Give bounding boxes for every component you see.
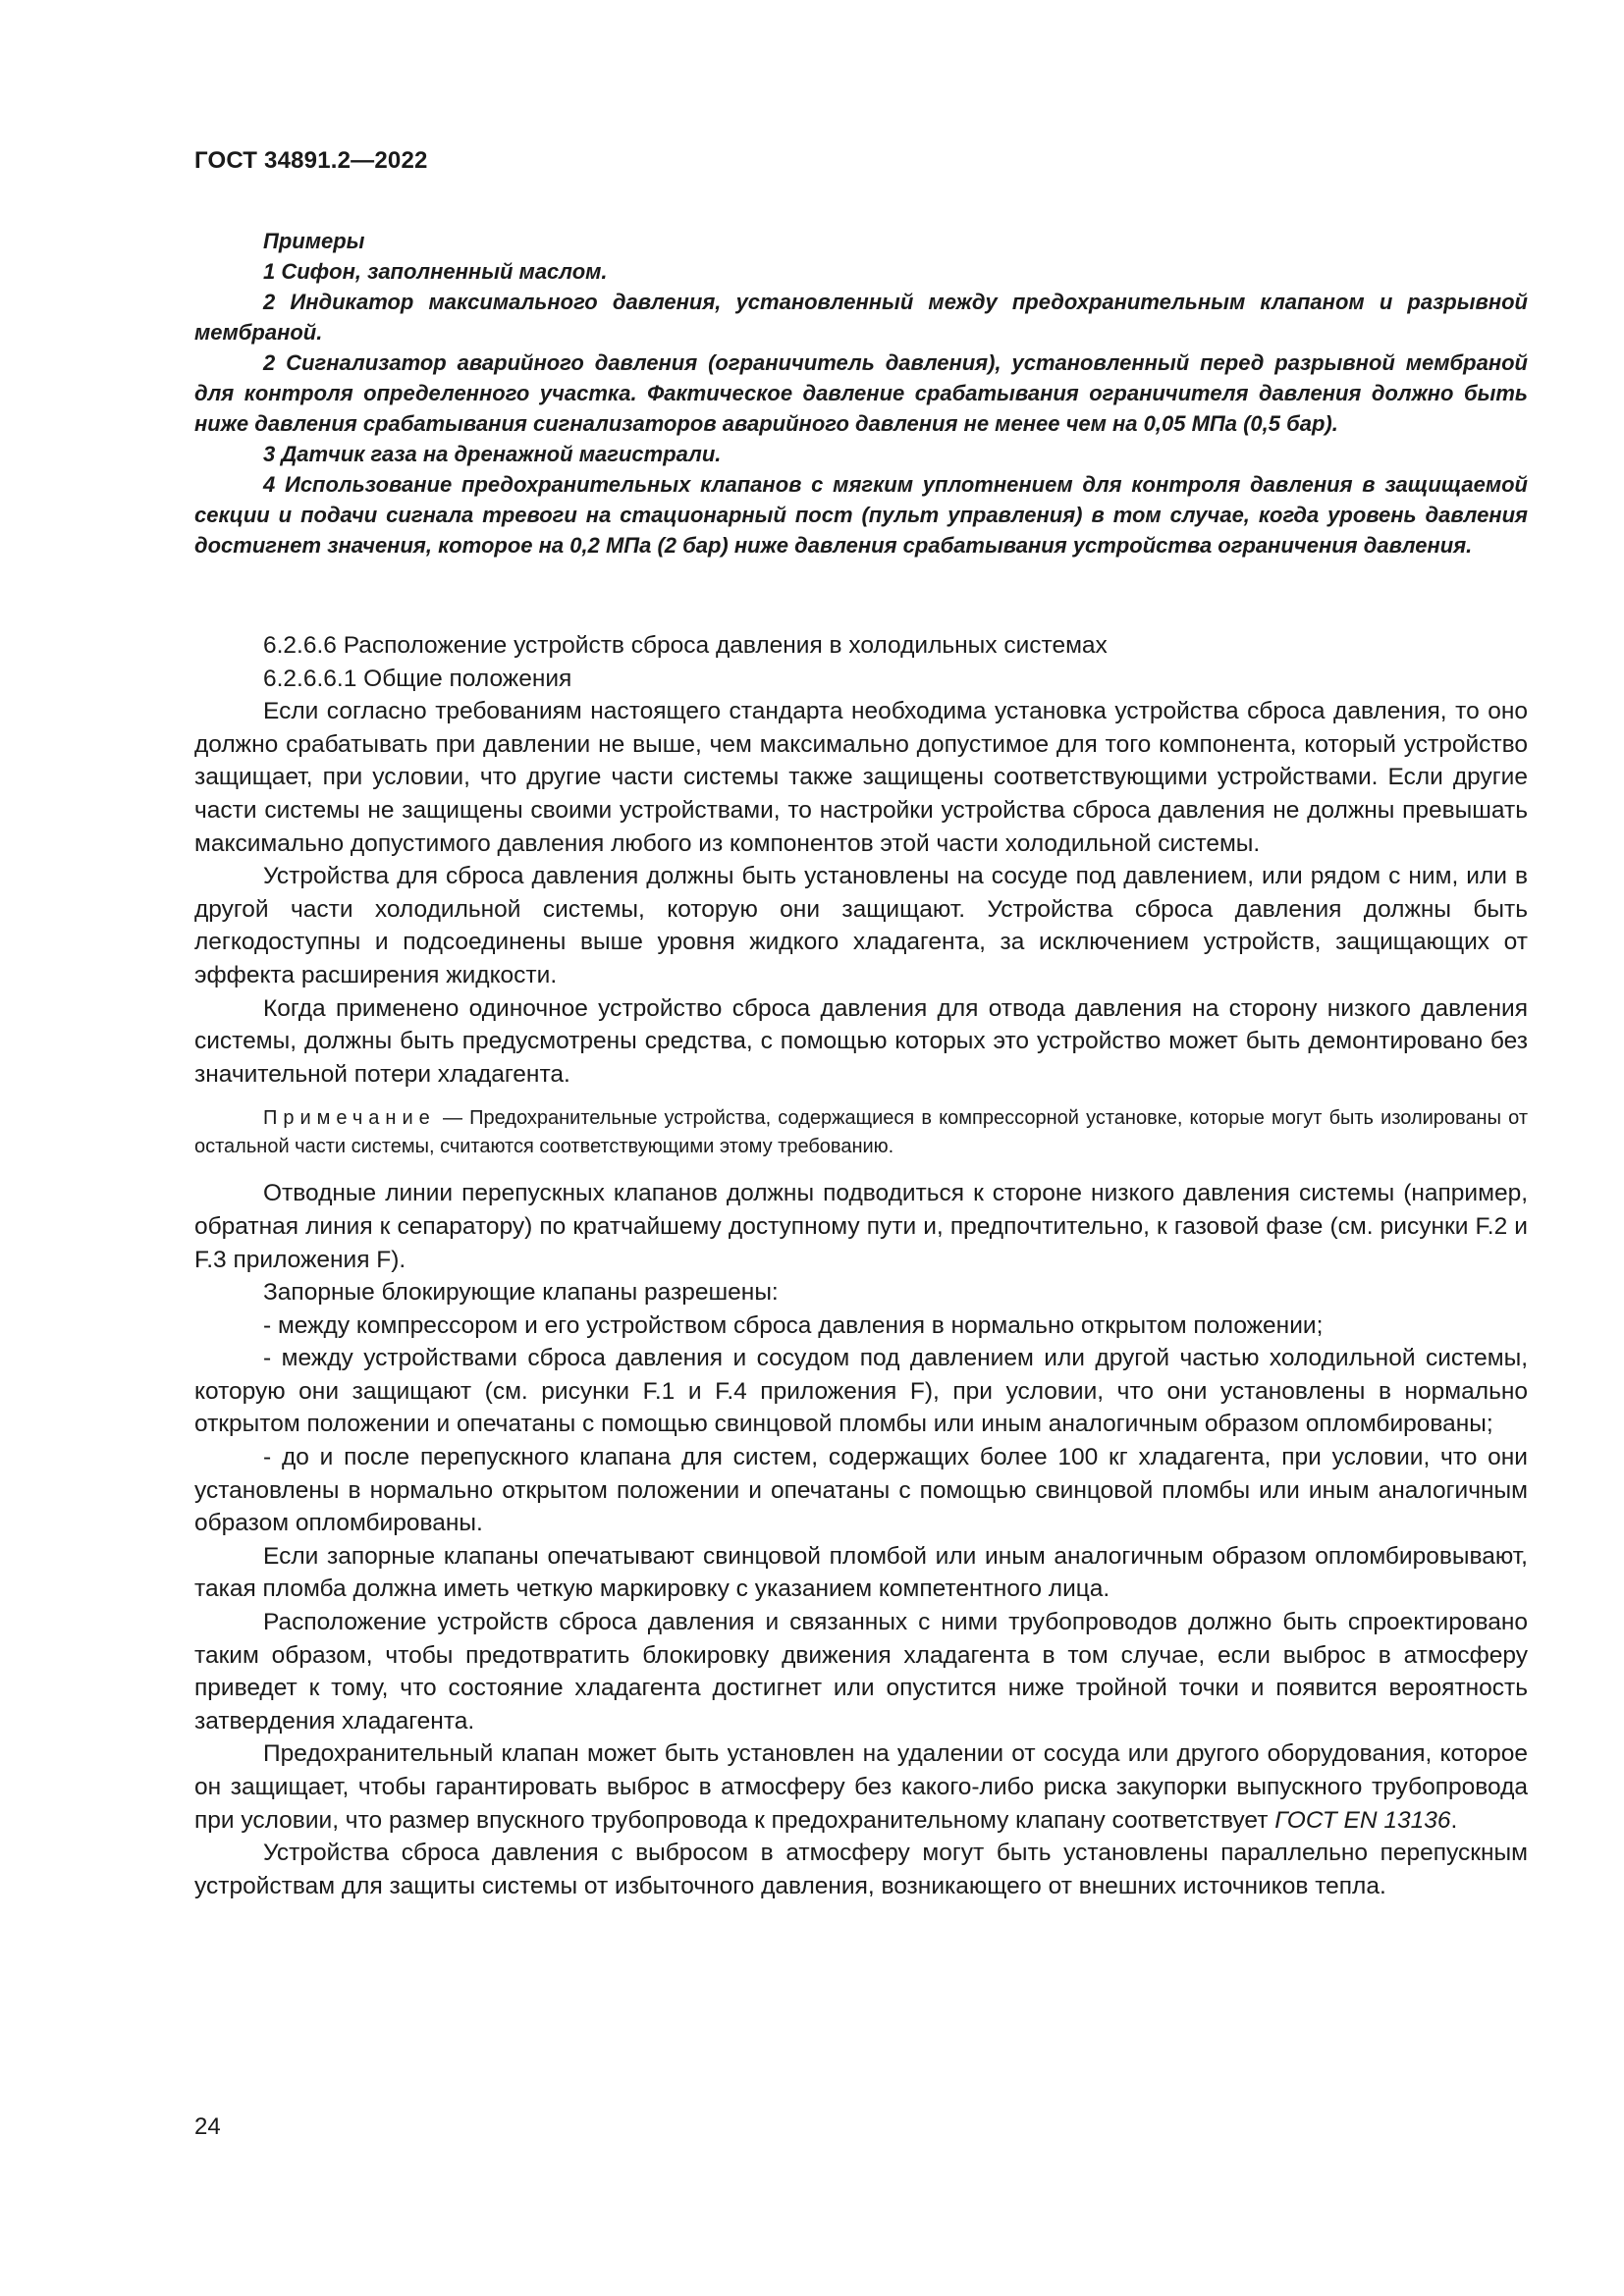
page-number: 24	[194, 2113, 221, 2140]
note	[194, 1104, 1528, 1161]
paragraph: Отводные линии перепускных клапанов должны подводиться к стороне низкого давления системы (например, обратная линия к сепаратору) по кратчайшему доступному пути и, предпочтительно, к газовой фазе (см. рисунки F.2 и F.3 приложения F).	[194, 1180, 1528, 1273]
examples-block	[194, 226, 1528, 561]
section-heading: 6.2.6.6 Расположение устройств сброса давления в холодильных системах	[263, 632, 1108, 659]
list-item: - до и после перепускного клапана для систем, содержащих более 100 кг хладагента, при условии, что они установлены в нормально открытом положении и опечатаны с помощью свинцовой пломбы или иным аналогичным образом опломбированы.	[194, 1444, 1528, 1537]
list-item: - между компрессором и его устройством сброса давления в нормально открытом положении;	[263, 1311, 1324, 1339]
paragraph: Запорные блокирующие клапаны разрешены:	[263, 1279, 779, 1307]
examples-title: Примеры	[263, 229, 365, 253]
standard-reference: ГОСТ EN 13136	[1274, 1806, 1451, 1834]
list-item: - между устройствами сброса давления и сосудом под давлением или другой частью холодильной системы, которую они защищают (см. рисунки F.1 и F.4 приложения F), при условии, что они установлены в нормально открытом положении и опечатаны с помощью свинцовой пломбы или иным аналогичным образом опломбированы;	[194, 1345, 1528, 1438]
paragraph: Устройства для сброса давления должны быть установлены на сосуде под давлением, или рядом с ним, или в другой части холодильной системы, которую они защищают. Устройства сброса давления должны быть легкодоступны и подсоединены выше уровня жидкого хладагента, за исключением устройств, защищающих от эффекта расширения жидкости.	[194, 863, 1528, 988]
example-item: 4 Использование предохранительных клапанов с мягким уплотнением для контроля давления в защищаемой секции и подачи сигнала тревоги на стационарный пост (пульт управления) в том случае, когда уровень давления достигнет значения, которое на 0,2 МПа (2 бар) ниже давления срабатывания устройства ограничения давления.	[194, 472, 1528, 558]
example-item: 3 Датчик газа на дренажной магистрали.	[263, 442, 722, 466]
paragraph: Если согласно требованиям настоящего стандарта необходима установка устройства сброса давления, то оно должно срабатывать при давлении не выше, чем максимально допустимое для того компонента, который устройство защищает, при условии, что другие части системы также защищены соответствующими устройствами. Если другие части системы не защищены своими устройствами, то настройки устройства сброса давления не должны превышать максимально допустимого давления любого из компонентов этой части холодильной системы.	[194, 698, 1528, 857]
main-text	[194, 629, 1528, 1902]
example-item: 2 Индикатор максимального давления, установленный между предохранительным клапаном и разрывной мембраной.	[194, 290, 1528, 345]
subsection-heading: 6.2.6.6.1 Общие положения	[263, 665, 572, 692]
paragraph-text-end: .	[1450, 1806, 1458, 1834]
example-item: 2 Сигнализатор аварийного давления (ограничитель давления), установленный перед разрывной мембраной для контроля определенного участка. Фактическое давление срабатывания ограничителя давления должно быть ниже давления срабатывания сигнализаторов аварийного давления не менее чем на 0,05 МПа (0,5 бар).	[194, 350, 1528, 436]
example-item: 1 Сифон, заполненный маслом.	[263, 259, 608, 284]
paragraph	[194, 1737, 1528, 1837]
paragraph: Устройства сброса давления с выбросом в атмосферу могут быть установлены параллельно перепускным устройствам для защиты системы от избыточного давления, возникающего от внешних источников тепла.	[194, 1840, 1528, 1899]
document-code: ГОСТ 34891.2—2022	[194, 147, 428, 174]
paragraph: Если запорные клапаны опечатывают свинцовой пломбой или иным аналогичным образом опломбировывают, такая пломба должна иметь четкую маркировку с указанием компетентного лица.	[194, 1542, 1528, 1603]
paragraph: Когда применено одиночное устройство сброса давления для отвода давления на сторону низкого давления системы, должны быть предусмотрены средства, с помощью которых это устройство может быть демонтировано без значительной потери хладагента.	[194, 994, 1528, 1088]
note-label: Примечание	[263, 1107, 436, 1130]
paragraph: Расположение устройств сброса давления и связанных с ними трубопроводов должно быть спроектировано таким образом, чтобы предотвратить блокировку движения хладагента в том случае, если выброс в атмосферу приведет к тому, что состояние хладагента достигнет или опустится ниже тройной точки и появится вероятность затвердения хладагента.	[194, 1609, 1528, 1735]
note-text: — Предохранительные устройства, содержащиеся в компрессорной установке, которые могут быть изолированы от остальной части системы, считаются соответствующими этому требованию.	[194, 1107, 1528, 1158]
paragraph-text: Предохранительный клапан может быть установлен на удалении от сосуда или другого оборудования, которое он защищает, чтобы гарантировать выброс в атмосферу без какого-либо риска закупорки выпускного трубопровода при условии, что размер впускного трубопровода к предохранительному клапану соответствует	[194, 1740, 1528, 1834]
